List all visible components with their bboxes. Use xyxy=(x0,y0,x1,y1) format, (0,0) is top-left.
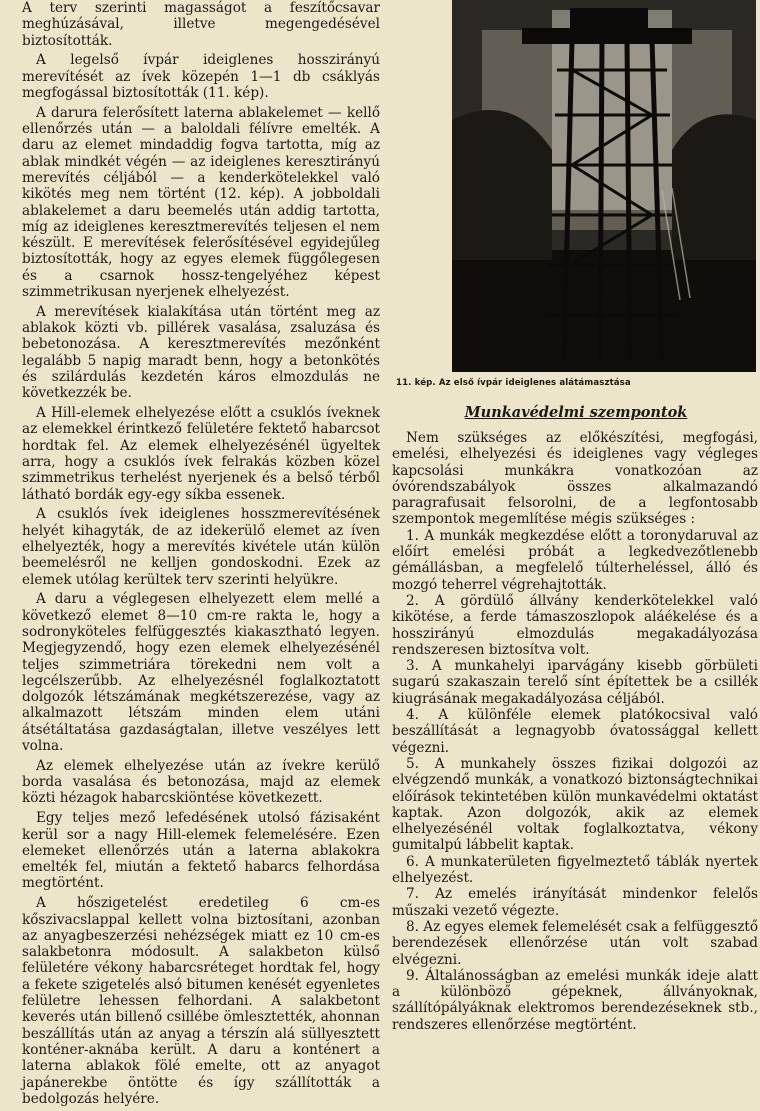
scaffold-photo-image xyxy=(452,0,756,372)
photo-caption: 11. kép. Az első ívpár ideiglenes alátámasztása xyxy=(396,378,631,388)
list-item: 2. A gördülő állvány kenderkötelekkel való kikötése, a ferde támaszoszlopok aláékelése és a hosszirányú elmozdulás megakadályozása rendszeresen biztosítva volt. xyxy=(392,592,758,658)
paragraph: A csuklós ívek ideiglenes hosszmerevítésének helyét kihagyták, de az idekerülő elemet az íven elhelyezték, hogy a merevítés kivétele után külön beemelésről ne kelljen gondoskodni. Ezek az elemek utólag kerültek terv szerinti helyükre. xyxy=(22,506,380,588)
paragraph: A hőszigetelést eredetileg 6 cm-es kőszivacslappal kellett volna biztosítani, azonban az anyagbeszerzési nehézségek miatt ez 10 cm-es salakbetonra módosult. A salakbeton külső felületére vékony habarcsréteget hordtak fel, hogy a fekete szigetelés alsó bitumen kenését egyenletes felületre lehessen felhordani. A salakbetont keverés után billenő csillébe ömlesztették, ahonnan beszállítás után az anyag a térszín alá süllyesztett konténer-aknába került. A daru a konténert a laterna ablakok fölé emelte, ott az anyagot japánerekbe öntötte és így szállították a bedolgozás helyére. xyxy=(22,895,380,1107)
paragraph: Egy teljes mező lefedésének utolsó fázisaként kerül sor a nagy Hill-elemek felemelésére. Ezen elemeket ellenőrzés után a laterna ablakokra emelték fel, miután a fektető habarcs felhordása megtörtént. xyxy=(22,810,380,892)
left-column xyxy=(22,0,380,1111)
paragraph: A daru a véglegesen elhelyezett elem mellé a következő elemet 8—10 cm-re rakta le, hogy a sodronyköteles felfüggesztés kiakasztható legyen. Megjegyzendő, hogy ezen elemek elhelyezésénél teljes szimmetriára törekedni nem volt a legcélszerűbb. Az elhelyezésnél foglalkoztatott dolgozók létszámának megkétszerezése, vagy az alkalmazott létszám minden elem utáni átsétáltatása gazdaságtalan, illetve veszélyes lett volna. xyxy=(22,591,380,755)
list-item: 6. A munkaterületen figyelmeztető táblák nyertek elhelyezést. xyxy=(392,853,758,887)
paragraph: A terv szerinti magasságot a feszítőcsavar meghúzásával, illetve megengedésével biztosították. xyxy=(22,0,380,49)
list-item: 7. Az emelés irányítását mindenkor felelős műszaki vezető végezte. xyxy=(392,886,758,919)
paragraph: A merevítések kialakítása után történt meg az ablakok közti vb. pillérek vasalása, zsaluzása és bebetonozása. A keresztmerevítés mezőnként legalább 5 napig maradt benn, hogy a betonkötés és szilárdulás kezdetén káros elmozdulás ne következzék be. xyxy=(22,303,380,402)
scaffold-photo xyxy=(452,0,756,372)
intro-paragraph: Nem szükséges az előkészítési, megfogási, emelési, elhelyezési és ideiglenes vagy végleges kapcsolási munkákra vonatkozóan az óvórendszabályok összes alkalmazandó paragrafusait felsorolni, de a legfontosabb szempontok megemlítése mégis szükséges : xyxy=(392,430,758,528)
list-item: 3. A munkahelyi iparvágány kisebb görbületi sugarú szakaszain terelő sínt építettek be a csillék kiugrásának megakadályozása céljából. xyxy=(392,658,758,707)
list-item: 1. A munkák megkezdése előtt a toronydaruval az előírt emelési próbát a legkedvezőtlenebb gémállásban, a megfelelő túlterheléssel, álló és mozgó teherrel végrehajtották. xyxy=(392,527,758,593)
list-item: 8. Az egyes elemek felemelését csak a felfüggesztő berendezések ellenőrzése után volt szabad elvégezni. xyxy=(392,918,759,968)
list-item: 5. A munkahely összes fizikai dolgozói az elvégzendő munkák, a vonatkozó biztonságtechnikai előírások tekintetében külön munkavédelmi oktatást kaptak. Azon dolgozók, akik az elemek elhelyezésénél voltak foglalkoztatva, vékony gumitalpú lábbelit kaptak. xyxy=(392,755,758,854)
list-item: 4. A különféle elemek platókocsival való beszállítását a legnagyobb óvatossággal kellett végezni. xyxy=(392,707,758,756)
paragraph: A legelső ívpár ideiglenes hosszirányú merevítését az ívek közepén 1—1 db csáklyás megfogással biztosították (11. kép). xyxy=(22,52,380,101)
paragraph: A Hill-elemek elhelyezése előtt a csuklós íveknek az elemekkel érintkező felületére fektető habarcsot hordtak fel. Az elemek elhelyezésénél ügyeltek arra, hogy a csuklós ívek felrakás közben közel szimmetrikus terhelést nyerjenek és a belső térből látható bordák egy-egy síkba essenek. xyxy=(22,405,380,503)
paragraph: A darura felerősített laterna ablakelemet — kellő ellenőrzés után — a baloldali félívre emelték. A daru az elemet mindaddig fogva tartotta, míg az ablak mindkét végén — az ideiglenes keresztirányú merevítés céljából — a kenderkötelekkel való kikötés meg nem történt (12. kép). A jobboldali ablakelemet a daru beemelés után addig tartotta, míg az ideiglenes keresztmerevítés teljesen el nem készült. E merevítések felerősítésével egyidejűleg biztosították, hogy az egyes elemek függőlegesen és a csarnok hossz-tengelyéhez képest szimmetrikusan nyerjenek elhelyezést. xyxy=(22,104,380,301)
right-column xyxy=(392,430,758,1033)
section-heading: Munkavédelmi szempontok xyxy=(464,404,688,421)
list-item: 9. Általánosságban az emelési munkák ideje alatt a különböző gépeknek, állványoknak, szállítópályáknak elektromos berendezéseknek stb., rendszeres ellenőrzése megtörtént. xyxy=(392,967,758,1033)
paragraph: Az elemek elhelyezése után az ívekre kerülő borda vasalása és betonozása, majd az elemek közti hézagok habarcskiöntése következett. xyxy=(22,757,380,807)
